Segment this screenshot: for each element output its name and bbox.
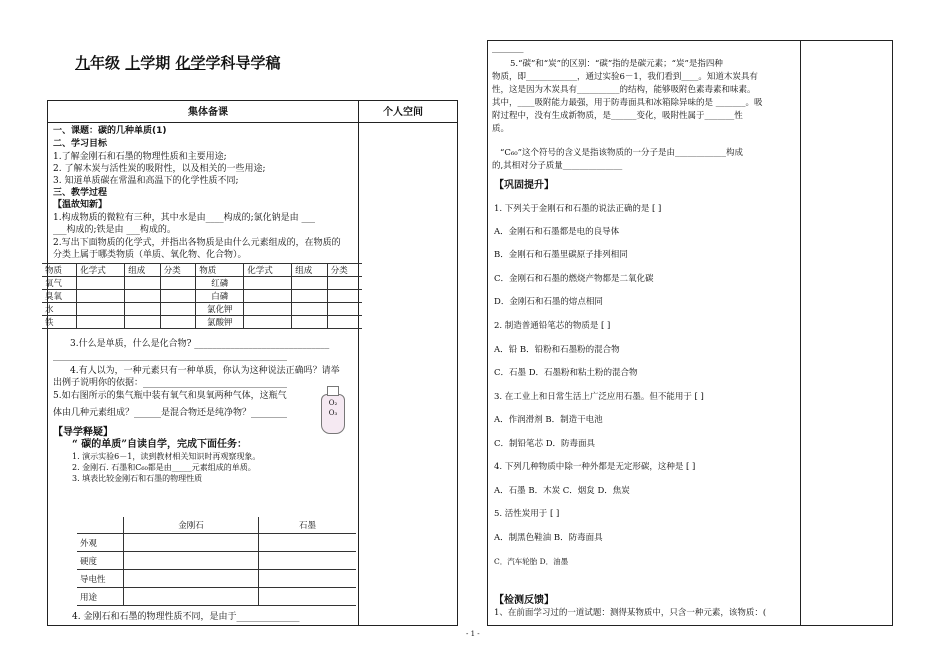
table-cell [244,316,292,329]
table-row [77,534,356,552]
column-divider [358,100,359,625]
page-title: 九年级 上学期 化学学科导学稿 [75,54,281,72]
table-cell [258,552,356,570]
question-4-cont: 出例子说明你的依据：________________________________ [53,378,288,388]
header-divider [47,122,457,123]
guide-item-2: 2. 金刚石. 石墨和C₆₀都是由_____元素组成的单质。 [72,463,256,472]
personal-header: 个人空间 [383,107,423,118]
table-cell [327,303,362,316]
table-cell [124,570,259,588]
table-cell: 红磷 [196,277,244,290]
question-5-cont: 体由几种元素组成？______是混合物还是纯净物？________ [53,408,288,418]
table-cell [124,534,259,552]
question-1: 1.构成物质的微粒有三种，其中水是由____构成的;氯化钠是由 ___ [53,213,315,223]
feedback-text: 1、在前面学习过的一道试题：测得某物质中，只含一种元素，该物质：( [494,608,767,618]
table-cell: 用途 [77,588,124,606]
table-cell [160,290,195,303]
paragraph-5-line-2: 物质，即____________，通过实验6－1，我们看到____。知道木炭具有 [492,72,758,82]
question-4: 4.有人以为，一种元素只有一种单质，你认为这种说法正确吗？请举 [70,366,340,376]
review-heading: 【温故知新】 [53,200,108,210]
goal-3: 3. 知道单质碳在常温和高温下的化学性质不同; [53,176,239,186]
table-cell [160,277,195,290]
table-cell [327,316,362,329]
table-row [42,316,362,329]
feedback-heading: 【检测反馈】 [494,595,554,606]
page-number: - 1 - [466,630,480,638]
quiz-line: A．金刚石和石墨都是电的良导体 [494,227,620,237]
table-cell: 臭氧 [42,290,77,303]
table-cell: 硬度 [77,552,124,570]
goals-heading: 二、学习目标 [53,139,108,149]
flask-label-o2: O₂ [328,399,338,407]
table-header: 分类 [327,264,362,277]
quiz-line: C．金刚石和石墨的燃烧产物都是二氧化碳 [494,274,654,284]
goal-1: 1.了解金刚石和石墨的物理性质和主要用途; [53,152,227,162]
goal-2: 2. 了解木炭与活性炭的吸附性，以及相关的一些用途; [53,164,266,174]
table-cell: 白磷 [196,290,244,303]
right-column-divider [800,40,801,625]
table-cell [125,316,160,329]
substance-table [42,263,362,329]
table-cell [292,316,327,329]
question-last: 4. 金刚石和石墨的物理性质不同，是由于______________ [72,612,300,622]
table-cell: 水 [42,303,77,316]
table-cell [77,290,125,303]
table-cell: 氧气 [42,277,77,290]
table-header: 分类 [160,264,195,277]
table-cell [77,316,125,329]
paragraph-5-line-4: 其中，____吸附能力最强，用于防毒面具和冰箱除异味的是 _______。吸 [492,98,763,108]
table-cell: 外观 [77,534,124,552]
table-cell [244,303,292,316]
table-cell: 铁 [42,316,77,329]
paragraph-5-line-1: 5.“碳”和“炭”的区别：“碳”指的是碳元素；“炭”是指四种 [510,59,723,69]
quiz-line: A．作润滑剂 B．制造干电池 [494,415,603,425]
table-header: 化学式 [244,264,292,277]
collective-header: 集体备课 [188,107,228,118]
process-heading: 三、教学过程 [53,188,108,198]
table-header [77,517,124,534]
c60-line-1: “C₆₀”这个符号的含义是指该物质的一分子是由____________构成 [500,148,744,158]
flask-label-o3: O₃ [328,409,338,417]
table-header-row [42,264,362,277]
gas-bottle-image [321,394,345,434]
table-cell [125,277,160,290]
quiz-line: C．石墨 D．石墨粉和粘土粉的混合物 [494,368,638,378]
question-3-cont: ____________________________________________________ [53,351,287,361]
table-cell [258,588,356,606]
table-header: 石墨 [258,517,356,534]
table-row [42,277,362,290]
question-2: 2.写出下面物质的化学式，并指出各物质是由什么元素组成的，在物质的 [53,238,341,248]
table-cell [77,303,125,316]
gas-bottle-neck [327,386,339,396]
c60-line-2: 的,其相对分子质量______________ [492,161,623,171]
question-1-cont: ___构成的;铁是由 ___构成的。 [53,225,176,235]
table-header: 物质 [42,264,77,277]
quiz-line: 4. 下列几种物质中除一种外都是无定形碳，这种是 [ ] [494,462,696,472]
guide-heading: 【导学释疑】 [53,427,113,438]
quiz-line: B．金刚石和石墨里碳原子排列相同 [494,250,628,260]
table-row [42,290,362,303]
quiz-line: C．汽车轮胎 D．油墨 [494,557,569,566]
quiz-line: D．金刚石和石墨的熔点相同 [494,297,603,307]
table-cell [77,277,125,290]
table-cell [327,277,362,290]
quiz-line: A．制黑色鞋油 B．防毒面具 [494,533,603,543]
table-cell [258,534,356,552]
guide-item-1: 1. 演示实验6－1，读到教材相关知识时再观察现象。 [72,452,261,461]
quiz-line: C．制铅笔芯 D．防毒面具 [494,439,596,449]
quiz-line: 2. 制造普通铅笔芯的物质是 [ ] [494,321,611,331]
table-header: 组成 [125,264,160,277]
table-header: 金刚石 [124,517,259,534]
guide-item-3: 3. 填表比较金刚石和石墨的物理性质 [72,474,203,483]
table-header-row [77,517,356,534]
quiz-line: 1. 下列关于金刚石和石墨的说法正确的是 [ ] [494,204,662,214]
table-cell: 导电性 [77,570,124,588]
table-row [77,552,356,570]
quiz-line: A．石墨 B．木炭 C．烟炱 D．焦炭 [494,486,630,496]
question-2-cont: 分类上属于哪类物质（单质、氧化物、化合物）。 [53,250,247,260]
guide-subheading: “ 碳的单质”自读自学，完成下面任务： [72,439,247,450]
table-row [77,570,356,588]
table-cell [244,290,292,303]
quiz-line: A．铅 B．铅粉和石墨粉的混合物 [494,345,620,355]
table-header: 物质 [196,264,244,277]
table-cell [124,588,259,606]
table-cell [292,290,327,303]
table-cell [125,303,160,316]
table-cell [125,290,160,303]
table-row [42,303,362,316]
top-blank: _______ [492,43,524,53]
table-row [77,588,356,606]
table-header: 组成 [292,264,327,277]
table-cell: 氯酸钾 [196,316,244,329]
paragraph-5-line-6: 质。 [492,124,510,134]
table-cell [124,552,259,570]
paragraph-5-line-3: 性，这是因为木炭具有__________的结构，能够吸附色素毒素和味素。 [492,85,756,95]
table-cell [160,316,195,329]
compare-table [77,517,356,606]
paragraph-5-line-5: 附过程中，没有生成新物质，是______变化，吸附性属于_______性 [492,111,743,121]
table-cell [244,277,292,290]
table-header: 化学式 [77,264,125,277]
question-3: 3.什么是单质，什么是化合物? ______________________________ [70,339,330,349]
quiz-line: 5. 活性炭用于 [ ] [494,509,560,519]
table-cell [160,303,195,316]
table-cell [258,570,356,588]
consolidate-heading: 【巩固提升】 [494,180,554,191]
table-cell [327,290,362,303]
question-5: 5.如右图所示的集气瓶中装有氧气和臭氧两种气体，这瓶气 [53,391,287,401]
quiz-line: 3. 在工业上和日常生活上广泛应用石墨。但不能用于 [ ] [494,392,704,402]
table-cell [292,277,327,290]
table-cell [292,303,327,316]
table-cell: 氯化钾 [196,303,244,316]
topic-heading: 一、课题：碳的几种单质(1) [53,126,167,136]
